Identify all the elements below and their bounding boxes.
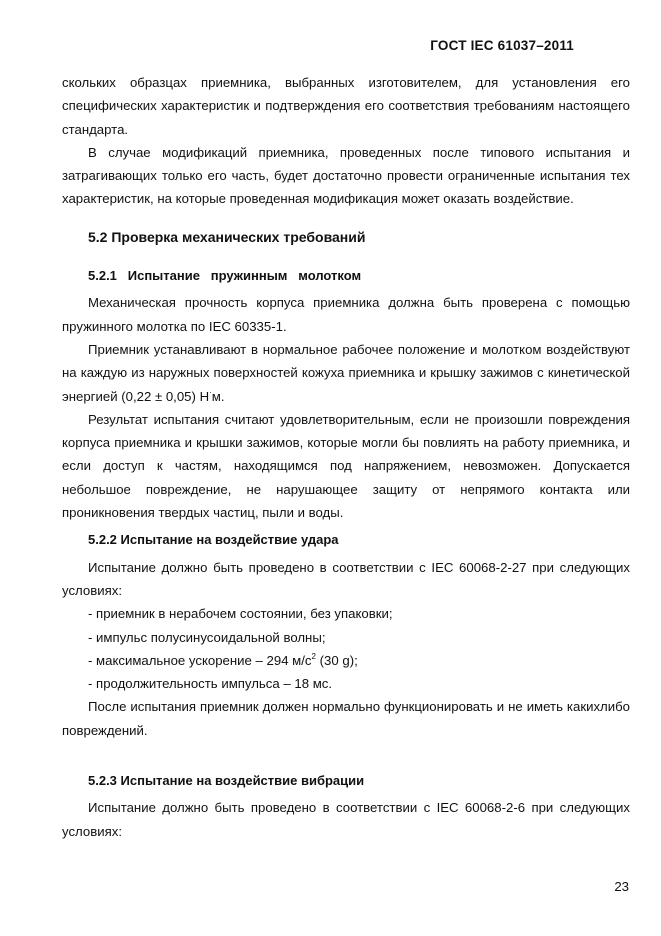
paragraph-hammer-test bbox=[62, 338, 630, 408]
acceleration-sup: 2 bbox=[311, 651, 316, 661]
standard-header: ГОСТ IEC 61037–2011 bbox=[430, 38, 574, 53]
hammer-test-unit: м. bbox=[211, 388, 225, 404]
hammer-test-dot: · bbox=[209, 387, 212, 397]
section-heading-5-2-3: 5.2.3 Испытание на воздействие вибрации bbox=[88, 773, 365, 789]
section-heading-5-2-2: 5.2.2 Испытание на воздействие удара bbox=[88, 532, 339, 548]
acceleration-rest: (30 g); bbox=[315, 652, 358, 668]
paragraph-mechanical-strength: Механическая прочность корпуса приемника должна быть проверена с помощью пружинного молотка по IEC 60335-1. bbox=[62, 295, 630, 334]
paragraph-continued: скольких образцах приемника, выбранных изготовителем, для установления его специфических характеристик и подтверждения его соответствия требованиям настоящего стандарта. bbox=[62, 75, 630, 137]
document-body bbox=[62, 71, 630, 843]
list-item-duration: - продолжительность импульса – 18 мс. bbox=[88, 676, 333, 692]
paragraph-vibration-test: Испытание должно быть проведено в соответствии с IEC 60068-2-6 при следующих условиях: bbox=[62, 800, 630, 839]
paragraph-shock-test: Испытание должно быть проведено в соответствии с IEC 60068-2-27 при следующих условиях: bbox=[62, 559, 630, 598]
acceleration-text: - максимальное ускорение – 294 м/с bbox=[88, 652, 312, 668]
page-number: 23 bbox=[614, 879, 629, 894]
list-item-no-package: - приемник в нерабочем состоянии, без упаковки; bbox=[88, 606, 393, 622]
hammer-test-text: Приемник устанавливают в нормальное рабочее положение и молотком воздействуют на каждую из наружных поверхностей кожуха приемника и крышку зажимов с кинетической энергией (0,22 ± 0,05) Н bbox=[62, 341, 630, 404]
list-item-acceleration bbox=[62, 649, 630, 672]
paragraph-test-result: Результат испытания считают удовлетворительным, если не произошли повреждения корпуса приемника и крышки зажимов, которые могли бы повлиять на работу приемника, и если доступ к частям, находящимся под напряжением, невозможен. Допускается небольшое повреждение, не нарушающее защиту от непрямого контакта или проникновения твердых частиц, пыли и воды. bbox=[62, 411, 630, 521]
list-item-half-sine: - импульс полусинусоидальной волны; bbox=[88, 629, 326, 645]
section-heading-5-2: 5.2 Проверка механических требований bbox=[88, 228, 366, 245]
section-heading-5-2-1: 5.2.1 Испытание пружинным молотком bbox=[88, 268, 362, 284]
paragraph-after-test: После испытания приемник должен нормально функционировать и не иметь какихлибо повреждений. bbox=[62, 699, 630, 738]
paragraph-modifications: В случае модификаций приемника, проведенных после типового испытания и затрагивающих только его часть, будет достаточно провести ограниченные испытания тех характеристик, на которые проведенная модификация может оказать воздействие. bbox=[62, 144, 630, 207]
